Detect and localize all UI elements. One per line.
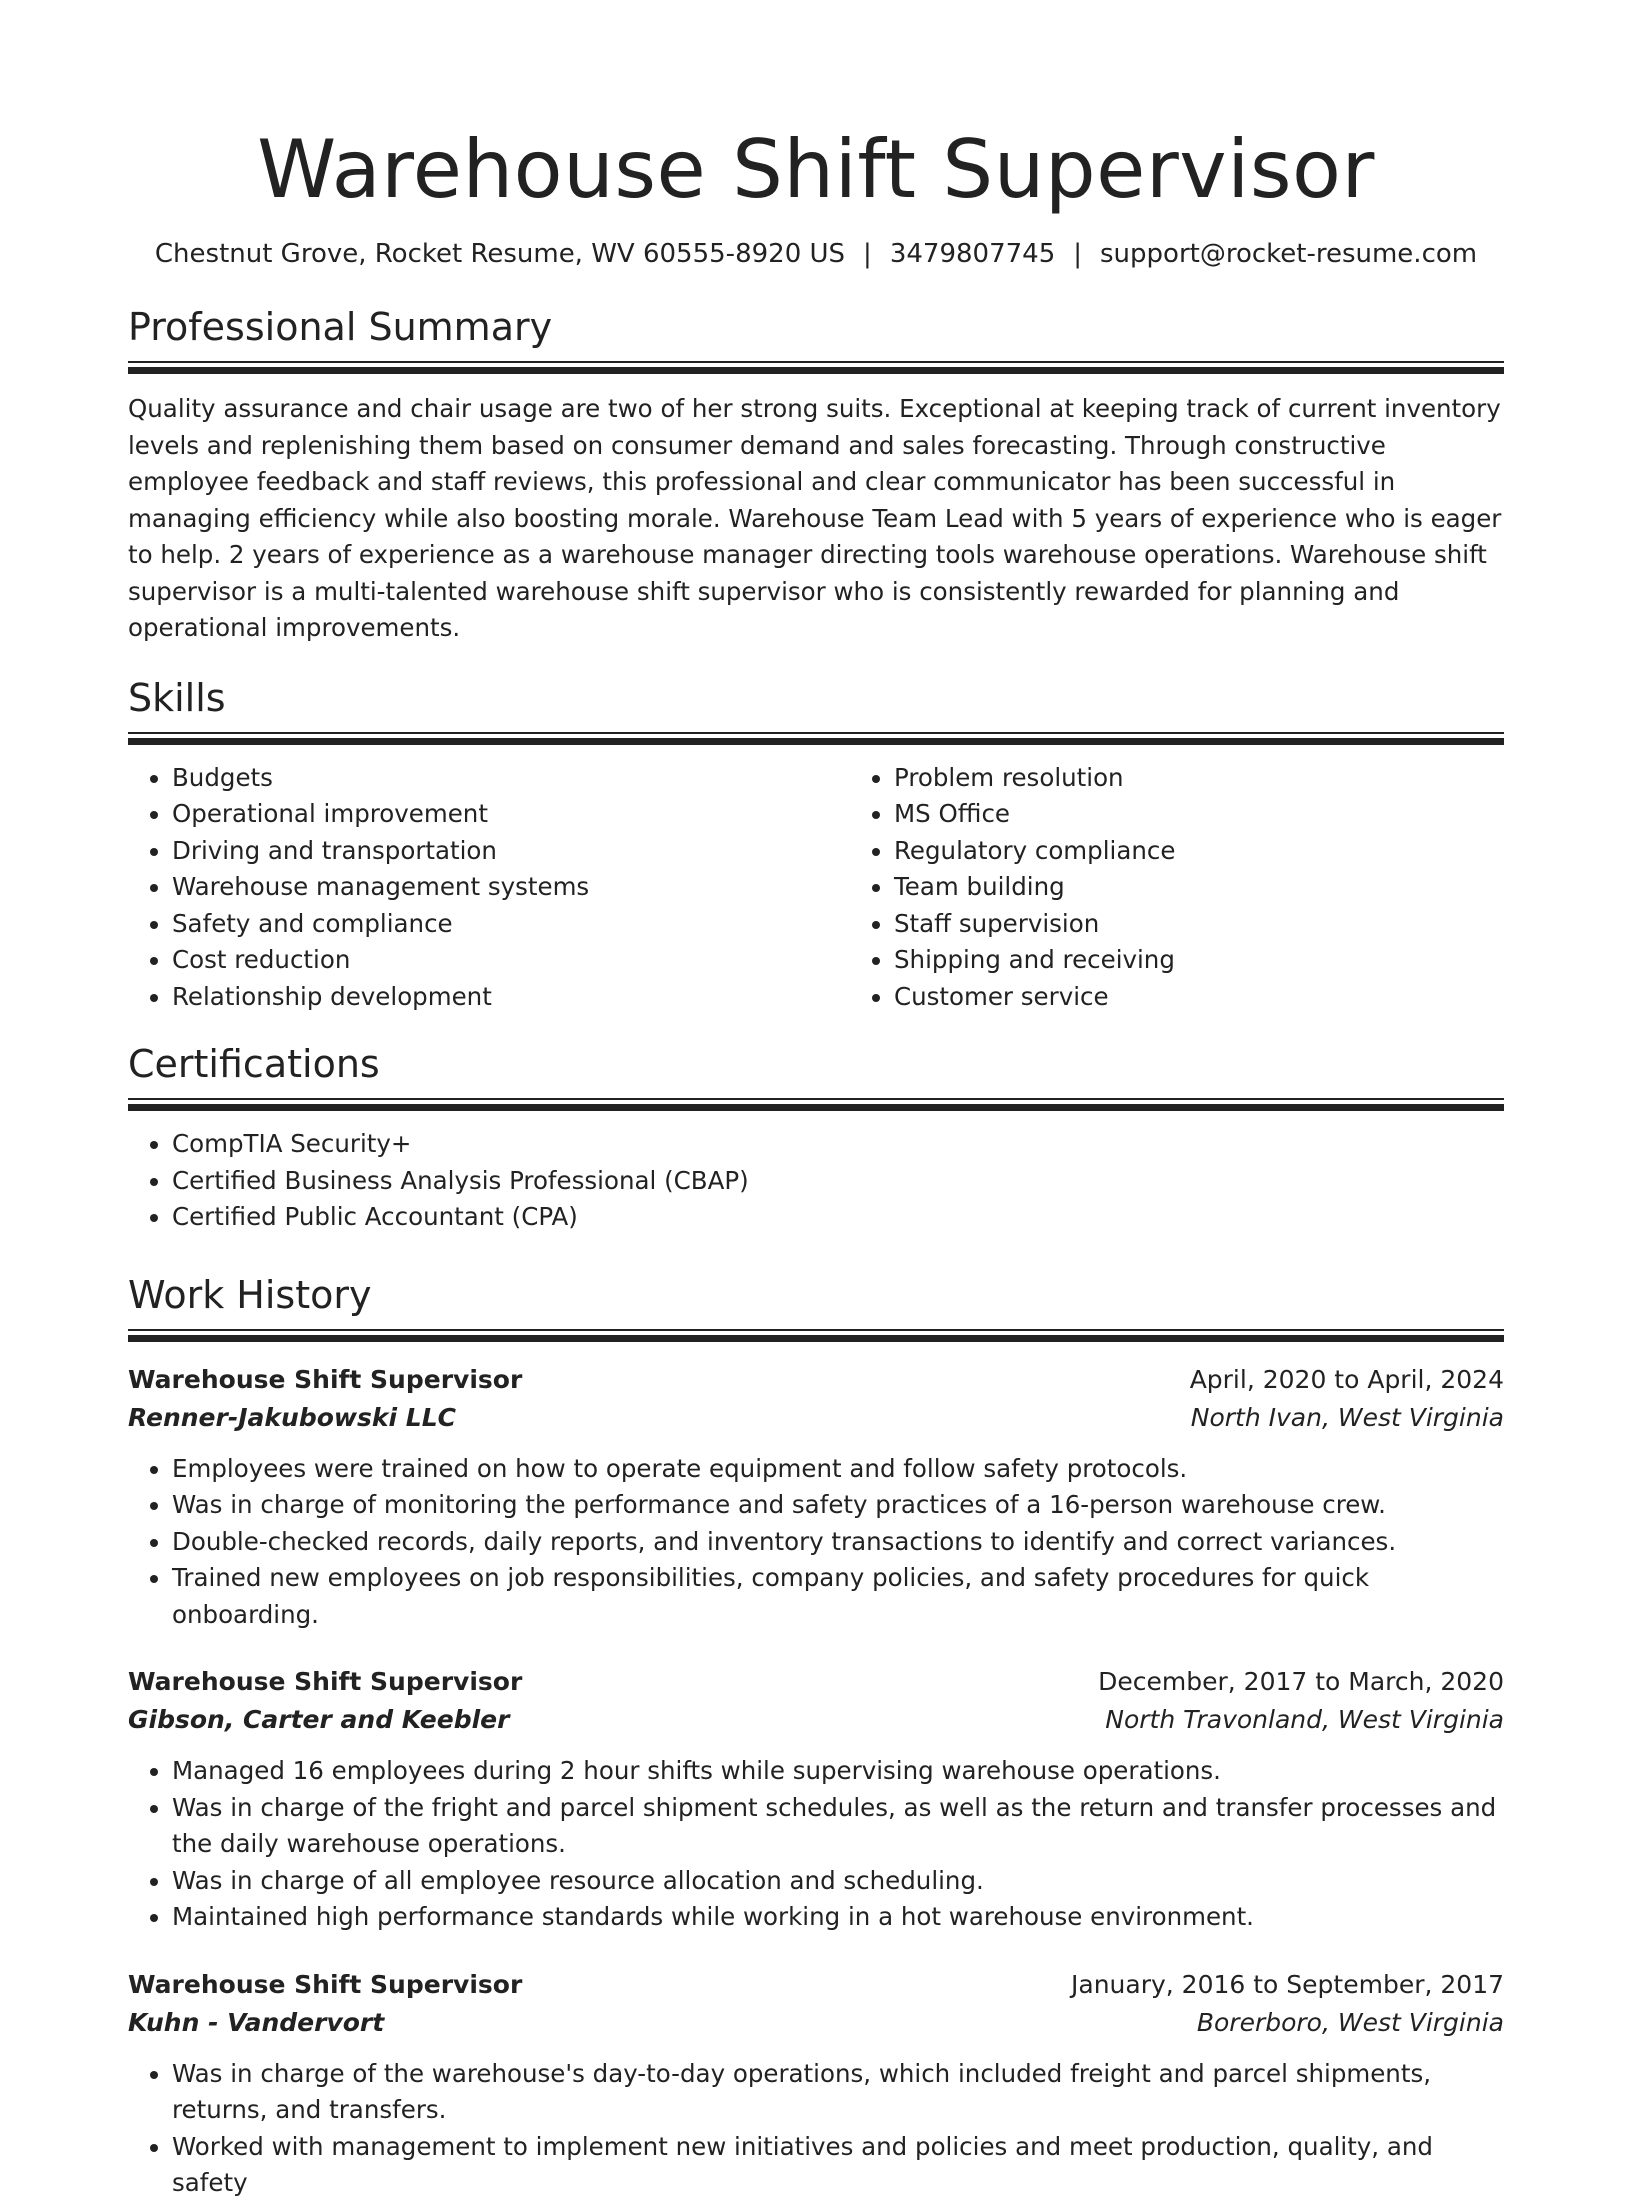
job-bullets bbox=[128, 1753, 1504, 1936]
skill-item: • Operational improvement bbox=[172, 796, 850, 833]
skill-item: • Staff supervision bbox=[894, 906, 1572, 943]
job-entry bbox=[128, 1966, 1504, 2202]
job-title: Warehouse Shift Supervisor bbox=[128, 1667, 523, 1696]
job-location: North Travonland, West Virginia bbox=[1105, 1705, 1504, 1734]
job-dates: December, 2017 to March, 2020 bbox=[1098, 1667, 1504, 1696]
job-bullet: • Double-checked records, daily reports, and inventory transactions to identify and correct variances. bbox=[172, 1524, 1504, 1561]
job-subheader bbox=[128, 1399, 1504, 1437]
job-bullet: • Was in charge of the warehouse's day-to-day operations, which included freight and parcel shipments, returns, and transfers. bbox=[172, 2056, 1504, 2129]
summary-section bbox=[128, 302, 1504, 647]
job-company: Gibson, Carter and Keebler bbox=[128, 1705, 510, 1734]
skill-item: • Team building bbox=[894, 869, 1572, 906]
work-history-section bbox=[128, 1270, 1504, 2202]
job-location: North Ivan, West Virginia bbox=[1190, 1402, 1504, 1432]
skill-item: • Problem resolution bbox=[894, 760, 1572, 797]
job-entry bbox=[128, 1663, 1504, 1936]
section-title: Professional Summary bbox=[128, 305, 553, 349]
resume-name: Warehouse Shift Supervisor bbox=[257, 123, 1375, 216]
certification-item: • Certified Business Analysis Professional (CBAP) bbox=[172, 1163, 1504, 1200]
section-title: Skills bbox=[128, 675, 226, 720]
section-divider bbox=[128, 361, 1504, 375]
skill-item: • Budgets bbox=[172, 760, 850, 797]
job-bullet: • Was in charge of monitoring the performance and safety practices of a 16-person warehouse crew. bbox=[172, 1487, 1504, 1524]
job-dates: April, 2020 to April, 2024 bbox=[1189, 1364, 1504, 1394]
job-company: Renner-Jakubowski LLC bbox=[128, 1402, 456, 1432]
contact-email: support@rocket-resume.com bbox=[1100, 239, 1478, 269]
job-bullet: • Trained new employees on job responsibilities, company policies, and safety procedures for quick onboarding. bbox=[172, 1560, 1504, 1633]
job-header bbox=[128, 1966, 1504, 2004]
contact-separator: | bbox=[863, 239, 872, 269]
job-header bbox=[128, 1663, 1504, 1701]
job-company: Kuhn - Vandervort bbox=[128, 2007, 385, 2037]
job-entry bbox=[128, 1361, 1504, 1634]
skills-grid bbox=[128, 760, 1504, 1016]
section-title: Work History bbox=[128, 1272, 372, 1317]
skill-item: • Relationship development bbox=[172, 979, 850, 1016]
job-bullet: • Managed 16 employees during 2 hour shifts while supervising warehouse operations. bbox=[172, 1753, 1504, 1790]
skills-list-right bbox=[850, 760, 1572, 1016]
job-bullet: • Worked with management to implement new initiatives and policies and meet production, quality, and safety bbox=[172, 2129, 1504, 2202]
skill-item: • Driving and transportation bbox=[172, 833, 850, 870]
skill-item: • Shipping and receiving bbox=[894, 942, 1572, 979]
certification-item: • Certified Public Accountant (CPA) bbox=[172, 1199, 1504, 1236]
job-subheader bbox=[128, 2004, 1504, 2042]
section-divider bbox=[128, 1098, 1504, 1112]
job-bullet: • Maintained high performance standards while working in a hot warehouse environment. bbox=[172, 1899, 1504, 1936]
job-dates: January, 2016 to September, 2017 bbox=[1071, 1969, 1504, 1999]
section-divider bbox=[128, 732, 1504, 746]
job-bullets bbox=[128, 2056, 1504, 2202]
skills-list-left bbox=[128, 760, 850, 1016]
skill-item: • Customer service bbox=[894, 979, 1572, 1016]
skill-item: • Cost reduction bbox=[172, 942, 850, 979]
skill-item: • Safety and compliance bbox=[172, 906, 850, 943]
summary-text: Quality assurance and chair usage are two of her strong suits. Exceptional at keeping track of current inventory levels and replenishing them based on consumer demand and sales forecasting. Through constructive employee feedback and staff reviews, this professional and clear communicator has been successful in managing efficiency while also boosting morale. Warehouse Team Lead with 5 years of experience who is eager to help. 2 years of experience as a warehouse manager directing tools warehouse operations. Warehouse shift supervisor is a multi-talented warehouse shift supervisor who is consistently rewarded for planning and operational improvements. bbox=[128, 394, 1502, 642]
job-bullet: • Was in charge of the fright and parcel shipment schedules, as well as the return and transfer processes and the daily warehouse operations. bbox=[172, 1790, 1504, 1863]
skill-item: • Warehouse management systems bbox=[172, 869, 850, 906]
job-bullet: • Was in charge of all employee resource allocation and scheduling. bbox=[172, 1863, 1504, 1900]
job-header bbox=[128, 1361, 1504, 1399]
certifications-section bbox=[128, 1039, 1504, 1236]
job-title: Warehouse Shift Supervisor bbox=[128, 1364, 523, 1394]
section-title: Certifications bbox=[128, 1042, 380, 1086]
skill-item: • MS Office bbox=[894, 796, 1572, 833]
resume-page bbox=[128, 0, 1504, 2202]
certification-item: • CompTIA Security+ bbox=[172, 1126, 1504, 1163]
section-divider bbox=[128, 1329, 1504, 1343]
contact-phone: 3479807745 bbox=[889, 239, 1056, 269]
skills-section bbox=[128, 673, 1504, 1016]
job-subheader bbox=[128, 1701, 1504, 1739]
job-bullets bbox=[128, 1451, 1504, 1634]
job-title: Warehouse Shift Supervisor bbox=[128, 1969, 523, 1999]
certifications-list bbox=[128, 1126, 1504, 1236]
job-bullet: • Employees were trained on how to operate equipment and follow safety protocols. bbox=[172, 1451, 1504, 1488]
skill-item: • Regulatory compliance bbox=[894, 833, 1572, 870]
job-location: Borerboro, West Virginia bbox=[1196, 2007, 1504, 2037]
contact-address: Chestnut Grove, Rocket Resume, WV 60555-8920 US bbox=[154, 239, 846, 269]
contact-line bbox=[128, 236, 1504, 272]
contact-separator: | bbox=[1073, 239, 1082, 269]
